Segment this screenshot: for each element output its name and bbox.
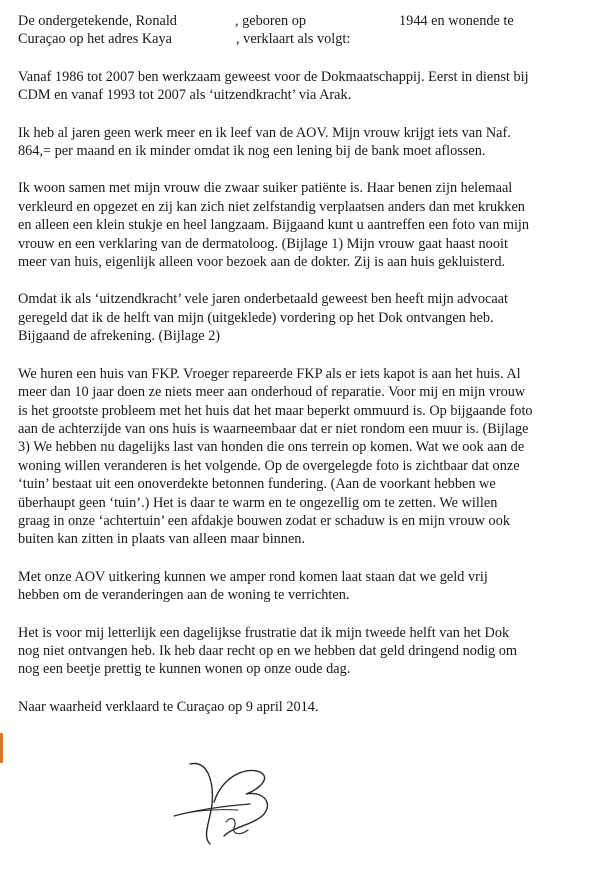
handwritten-signature — [168, 758, 286, 850]
text-line: 864,= per maand en ik minder omdat ik nog een lening bij de bank moet aflossen. — [18, 143, 486, 160]
paragraph-housing — [18, 365, 606, 549]
text-line: meer dan 10 jaar doen ze niets meer aan onderhoud of reparatie. Voor mij en mijn vrouw — [18, 384, 526, 401]
text-line: geregeld dat ik de helft van mijn (uitgeklede) vordering op het Dok ontvangen heb. — [18, 309, 494, 326]
letter-body — [18, 12, 606, 735]
text-line: graag in onze ‘achtertuin’ een afdakje bouwen zodat er schaduw is en mijn vrouw ook — [18, 512, 510, 529]
paragraph-frustration — [18, 624, 606, 679]
paragraph-intro — [18, 12, 606, 49]
text-line: Ik heb al jaren geen werk meer en ik leef van de AOV. Mijn vrouw krijgt iets van Naf. — [18, 124, 511, 141]
text-line: nog niet ontvangen heb. Ik heb daar recht op en we hebben dat geld dringend nodig om — [18, 642, 518, 659]
text-line: nog een beetje prettig te kunnen wonen op onze oude dag. — [18, 661, 351, 678]
text-line: Het is voor mij letterlijk een dagelijkse frustratie dat ik mijn tweede helft van het Dok — [18, 624, 510, 641]
scan-edge-mark — [0, 733, 3, 763]
paragraph-settlement — [18, 290, 606, 345]
text-line: Ik woon samen met mijn vrouw die zwaar suiker patiënte is. Haar benen zijn helemaal — [18, 180, 513, 197]
text-line: De ondergetekende, Ronald , geboren op 1944 en wonende te — [18, 13, 514, 29]
paragraph-income — [18, 124, 606, 161]
text-line: meer van huis, eigenlijk alleen voor bezoek aan de dokter. Zij is aan huis gekluisterd. — [18, 254, 506, 271]
text-line: en alleen een klein stukje en heel langzaam. Bijgaand kunt u aantreffen een foto van mijn — [18, 217, 530, 234]
text-line: verkleurd en opgezet en zij kan zich niet zelfstandig verplaatsen anders dan met krukken — [18, 198, 525, 215]
text-line: Curaçao op het adres Kaya , verklaart als volgt: — [18, 31, 351, 48]
text-line: CDM en vanaf 1993 tot 2007 als ‘uitzendkracht’ via Arak. — [18, 87, 352, 104]
text-line: überhaupt geen ‘tuin’.) Het is daar te warm en te ongezellig om te zetten. We willen — [18, 494, 498, 511]
text-line: aan de achterzijde van ons huis is waarneembaar dat er niet rondom een muur is. (Bijlage — [18, 420, 529, 437]
text-line: Omdat ik als ‘uitzendkracht’ vele jaren onderbetaald geweest ben heeft mijn advocaat — [18, 291, 508, 308]
text-line: woning willen veranderen is het volgende. Op de overgelegde foto is zichtbaar dat onze — [18, 457, 520, 474]
paragraph-employment — [18, 68, 606, 105]
paragraph-wife-health — [18, 179, 606, 271]
text-line: ‘tuin’ bestaat uit een onoverdekte betonnen fundering. (Aan de voorkant hebben we — [18, 476, 496, 493]
text-line: Bijgaand de afrekening. (Bijlage 2) — [18, 328, 221, 345]
text-line: Met onze AOV uitkering kunnen we amper rond komen laat staan dat we geld vrij — [18, 568, 488, 585]
paragraph-closing — [18, 698, 606, 716]
paragraph-finances — [18, 568, 606, 605]
text-line: hebben om de veranderingen aan de woning te verrichten. — [18, 587, 350, 604]
text-line: 3) We hebben nu dagelijks last van honden die ons terrein op komen. Wat we ook aan de — [18, 439, 525, 456]
text-line: Vanaf 1986 tot 2007 ben werkzaam geweest voor de Dokmaatschappij. Eerst in dienst bij — [18, 68, 529, 85]
text-line: Naar waarheid verklaard te Curaçao op 9 april 2014. — [18, 698, 319, 715]
text-line: is het grootste probleem met het huis dat het maar beperkt ommuurd is. Op bijgaande foto — [18, 402, 533, 419]
text-line: vrouw en een verklaring van de dermatoloog. (Bijlage 1) Mijn vrouw gaat haast nooit — [18, 235, 508, 252]
text-line: buiten kan zitten in plaats van alleen maar binnen. — [18, 531, 306, 548]
text-line: We huren een huis van FKP. Vroeger repareerde FKP als er iets kapot is aan het huis. Al — [18, 365, 521, 382]
